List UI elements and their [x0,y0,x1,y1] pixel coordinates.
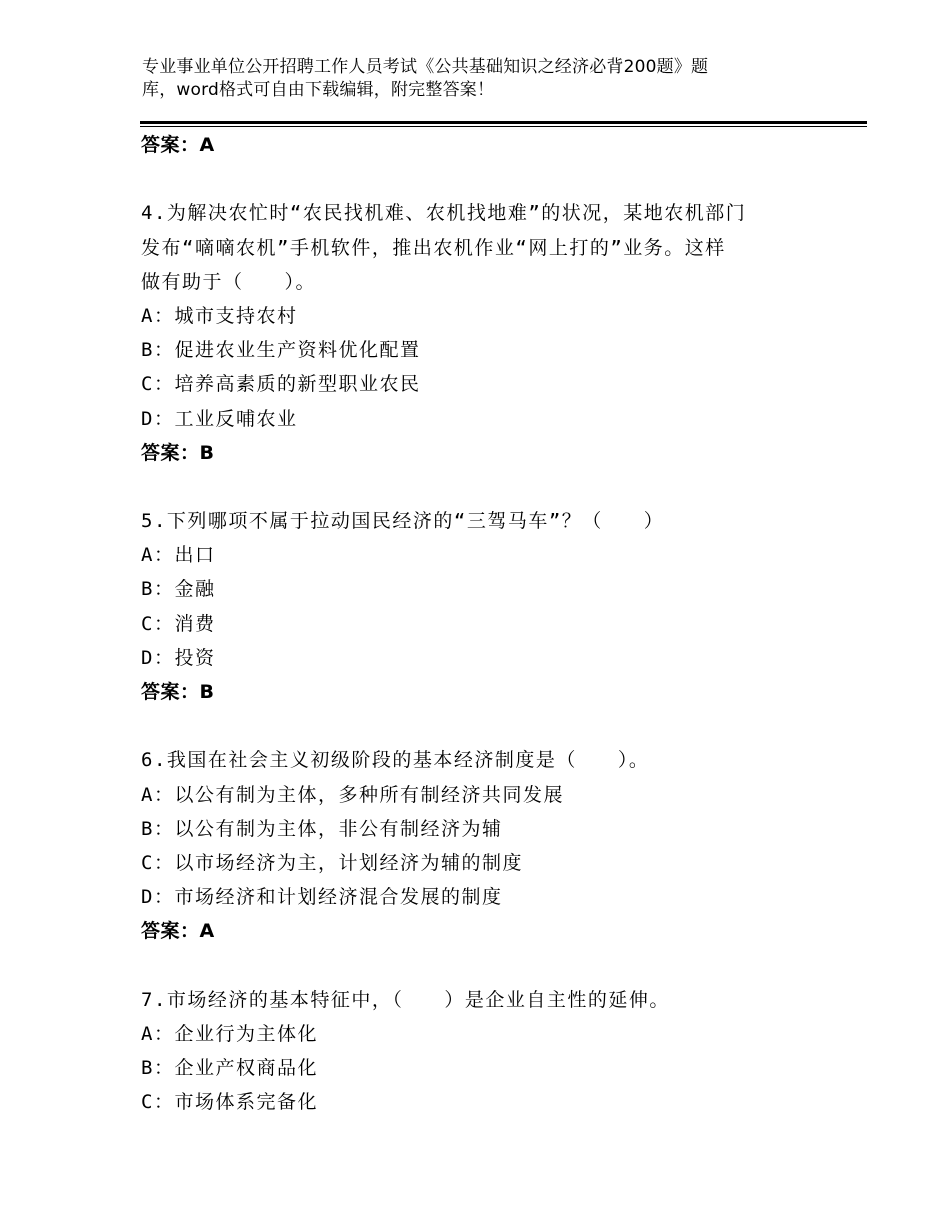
option-c: C：消费 [141,612,216,635]
question-list [141,128,821,1119]
option-a: A：以公有制为主体，多种所有制经济共同发展 [141,783,564,806]
header-divider [140,121,867,124]
question-stem: 做有助于（ ）。 [141,270,317,293]
option-b: B：促进农业生产资料优化配置 [141,339,421,362]
option-b: B：金融 [141,578,216,601]
header-line-2: 库，word格式可自由下载编辑，附完整答案！ [142,80,495,100]
question-stem: 7.市场经济的基本特征中，（ ）是企业自主性的延伸。 [141,988,670,1011]
option-c: C：以市场经济为主，计划经济为辅的制度 [141,851,523,874]
answer-line: 答案：A [141,134,215,156]
question-4 [141,196,821,470]
option-a: A：城市支持农村 [141,304,298,327]
header-line-1: 专业事业单位公开招聘工作人员考试《公共基础知识之经济必背200题》题 [142,57,709,77]
question-6 [141,743,821,948]
question-stem: 发布“嘀嘀农机”手机软件，推出农机作业“网上打的”业务。这样 [141,236,726,259]
question-stem: 5.下列哪项不属于拉动国民经济的“三驾马车”？（ ） [141,510,665,533]
document-header [142,56,782,102]
option-a: A：企业行为主体化 [141,1022,318,1045]
option-d: D：投资 [141,646,216,669]
option-b: B：以公有制为主体，非公有制经济为辅 [141,817,503,840]
option-a: A：出口 [141,544,216,567]
option-b: B：企业产权商品化 [141,1057,318,1080]
question-stem: 4.为解决农忙时“农民找机难、农机找地难”的状况，某地农机部门 [141,202,747,225]
option-c: C：市场体系完备化 [141,1091,318,1114]
question-5 [141,504,821,709]
answer-line: 答案：B [141,681,215,703]
question-stem: 6.我国在社会主义初级阶段的基本经济制度是（ ）。 [141,749,650,772]
option-d: D：工业反哺农业 [141,407,298,430]
answer-line: 答案：B [141,441,215,464]
option-d: D：市场经济和计划经济混合发展的制度 [141,886,503,909]
header-divider-thin [140,126,867,127]
option-c: C：培养高素质的新型职业农民 [141,373,421,396]
answer-line: 答案：A [141,920,215,943]
question-7 [141,983,821,1120]
